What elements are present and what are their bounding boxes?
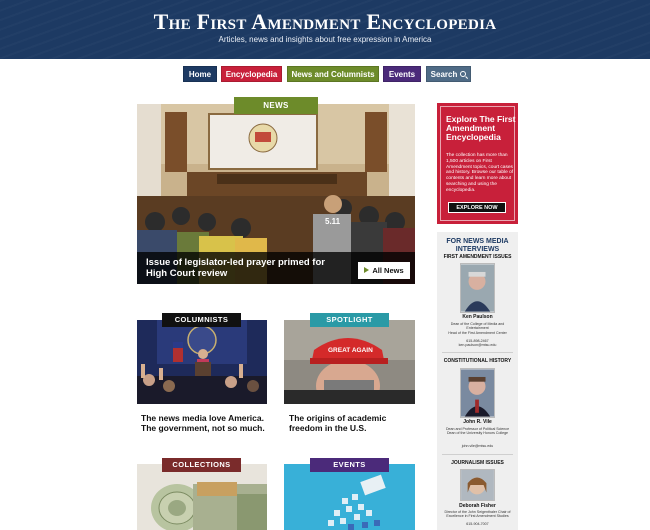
play-icon: [364, 267, 369, 273]
section-divider: [442, 454, 513, 455]
columnists-tag[interactable]: COLUMNISTS: [162, 313, 241, 327]
ken-paulson-portrait: [460, 263, 495, 313]
explore-now-button[interactable]: EXPLORE NOW: [448, 202, 506, 213]
site-header: [0, 0, 650, 59]
collections-tag[interactable]: COLLECTIONS: [162, 458, 241, 472]
john-vile-contact[interactable]: [441, 444, 514, 448]
events-image[interactable]: [284, 464, 415, 530]
events-tag[interactable]: EVENTS: [310, 458, 389, 472]
john-vile-info-text: Dean and Professor of Political Science Dean of the University Honors College: [445, 427, 510, 436]
site-title[interactable]: The First Amendment Encyclopedia: [153, 9, 497, 34]
ken-paulson-contact-text: 615-898-2467 ken.paulson@mtsu.edu: [458, 339, 497, 348]
nav-news-columnists-button[interactable]: News and Columnists: [287, 66, 379, 82]
john-vile-contact-text: john.vile@mtsu.edu: [461, 444, 494, 448]
john-vile-name: John R. Vile: [463, 419, 492, 425]
hero-title[interactable]: Issue of legislator-led prayer primed for High Court review: [146, 257, 325, 279]
spotlight-tag[interactable]: SPOTLIGHT: [310, 313, 389, 327]
spotlight-image[interactable]: [284, 320, 415, 404]
john-vile-info: [441, 427, 514, 436]
nav-home-button[interactable]: Home: [183, 66, 217, 82]
columnists-title[interactable]: The news media love America. The government, not so much.: [141, 413, 265, 433]
all-news-label: All News: [372, 266, 404, 275]
ken-paulson-info-text: Dean of the College of Media and Entertainment Head of the First Amendment Center: [448, 322, 507, 335]
section-head-journalism: JOURNALISM ISSUES: [451, 460, 504, 466]
deborah-fisher-contact-text: 615-904-7007: [466, 522, 489, 526]
chair-shirt-text: 5.11: [325, 217, 341, 226]
nav-encyclopedia-button[interactable]: Encyclopedia: [221, 66, 282, 82]
media-heading: FOR NEWS MEDIA INTERVIEWS: [446, 238, 509, 253]
promo-text: The collection has more than 1,500 articles on First Amendment topics, court cases and history. Browse our table of contents and learn more about searching and using the encyclopedia.: [446, 153, 514, 193]
promo-title[interactable]: Explore The First Amendment Encyclopedia: [446, 114, 516, 142]
ken-paulson-name: Ken Paulson: [462, 314, 493, 320]
hat-text: GREAT AGAIN: [328, 347, 373, 354]
section-head-constitutional-history: CONSTITUTIONAL HISTORY: [443, 358, 512, 364]
nav-search-button[interactable]: [426, 66, 471, 82]
deborah-fisher-info-text: Director of the John Seigenthaler Chair of Excellence in First Amendment Studies: [444, 510, 511, 519]
section-head-first-amendment: FIRST AMENDMENT ISSUES: [443, 254, 512, 260]
ken-paulson-info: [441, 322, 514, 335]
john-vile-portrait: [460, 368, 495, 418]
deborah-fisher-info: [441, 510, 514, 519]
ken-paulson-contact[interactable]: [441, 339, 514, 348]
main-nav: [0, 66, 650, 82]
site-tagline: Articles, news and insights about free expression in America: [218, 35, 432, 44]
deborah-fisher-name: Deborah Fisher: [459, 503, 496, 509]
deborah-fisher-portrait: [460, 469, 495, 501]
columnists-image[interactable]: [137, 320, 267, 404]
nav-search-label: Search: [430, 70, 458, 79]
section-divider: [442, 352, 513, 353]
nav-events-button[interactable]: Events: [383, 66, 421, 82]
news-tag[interactable]: NEWS: [234, 97, 318, 114]
search-icon: [460, 71, 466, 77]
all-news-button[interactable]: [358, 262, 410, 279]
deborah-fisher-contact[interactable]: [441, 522, 514, 526]
collections-image[interactable]: [137, 464, 267, 530]
spotlight-title[interactable]: The origins of academic freedom in the U.S.: [289, 413, 387, 433]
